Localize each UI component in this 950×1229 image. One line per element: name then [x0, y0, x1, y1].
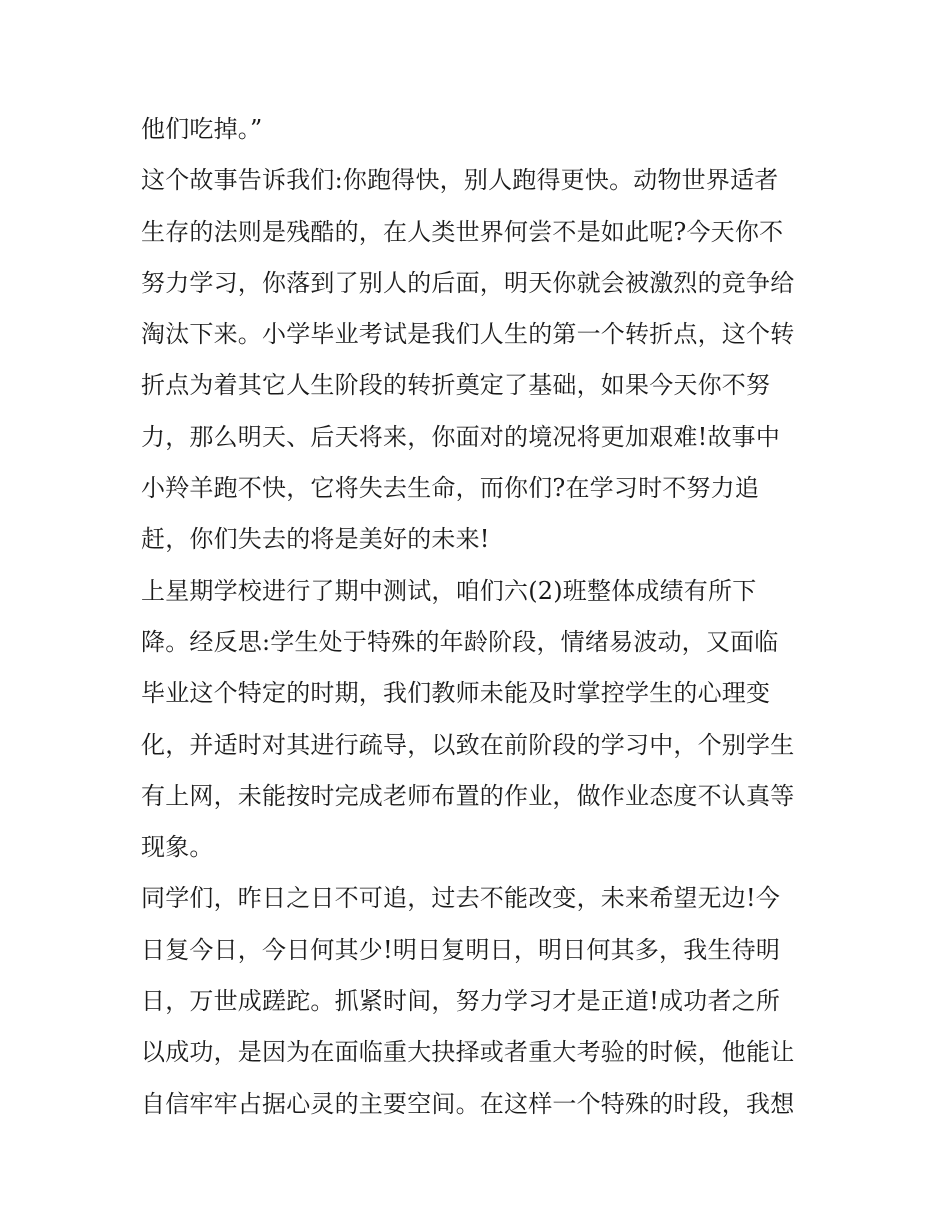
- body-text: [141, 104, 821, 1130]
- text-line: 努力学习，你落到了别人的后面，明天你就会被激烈的竞争给: [141, 268, 795, 297]
- text-line: 毕业这个特定的时期，我们教师未能及时掌控学生的心理变: [141, 679, 771, 708]
- text-line: 以成功，是因为在面临重大抉择或者重大考验的时候，他能让: [141, 1038, 795, 1067]
- text-line: 小羚羊跑不快，它将失去生命，而你们?在学习时不努力追: [141, 474, 760, 503]
- text-line: 折点为着其它人生阶段的转折奠定了基础，如果今天你不努: [141, 371, 771, 400]
- text-line: 降。经反思:学生处于特殊的年龄阶段，情绪易波动，又面临: [141, 627, 779, 656]
- text-line: 化，并适时对其进行疏导，以致在前阶段的学习中，个别学生: [141, 730, 795, 759]
- text-line: 生存的法则是残酷的，在人类世界何尝不是如此呢?今天你不: [141, 217, 784, 246]
- text-line: 上星期学校进行了期中测试，咱们六(2)班整体成绩有所下: [141, 576, 757, 605]
- text-line: 日复今日，今日何其少!明日复明日，明日何其多，我生待明: [141, 935, 781, 964]
- text-line: 赶，你们失去的将是美好的未来!: [141, 525, 490, 554]
- text-line: 力，那么明天、后天将来，你面对的境况将更加艰难!故事中: [141, 422, 781, 451]
- text-line: 他们吃掉。”: [141, 115, 263, 143]
- text-line: 现象。: [141, 833, 214, 862]
- text-line: 自信牢牢占据心灵的主要空间。在这样一个特殊的时段，我想: [141, 1089, 795, 1118]
- text-line: 淘汰下来。小学毕业考试是我们人生的第一个转折点，这个转: [141, 320, 795, 349]
- text-line: 这个故事告诉我们:你跑得快，别人跑得更快。动物世界适者: [141, 166, 779, 195]
- text-line: 日，万世成蹉跎。抓紧时间，努力学习才是正道!成功者之所: [141, 987, 781, 1016]
- text-line: 有上网，未能按时完成老师布置的作业，做作业态度不认真等: [141, 781, 795, 810]
- text-line: 同学们，昨日之日不可追，过去不能改变，未来希望无边!今: [141, 884, 781, 913]
